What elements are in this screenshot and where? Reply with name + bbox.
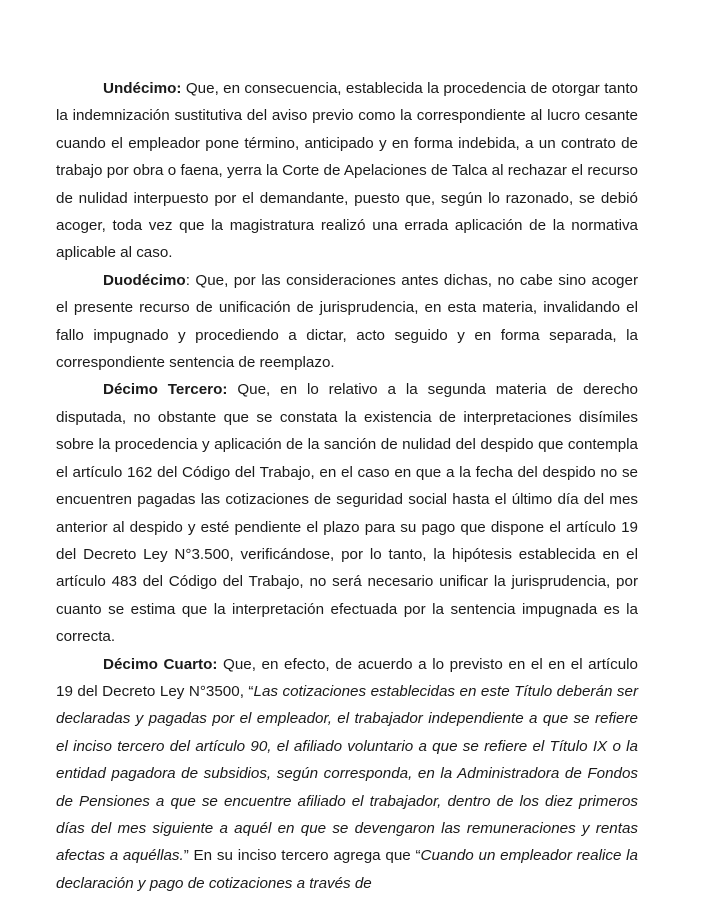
paragraph-heading: Décimo Tercero: [103,381,228,399]
paragraph-undecimo [56,75,638,267]
paragraph-text: : Que, por las consideraciones antes dichas, no cabe sino acoger el presente recurso de unificación de jurisprudencia, en esta materia, invalidando el fallo impugnado y procediendo a dictar, acto seguido y en forma separada, la correspondiente sentencia de reemplazo. [56,271,638,372]
paragraph-heading: Undécimo: [103,80,182,97]
paragraph-text: Que, en efecto, de acuerdo a lo previsto en el en el artículo 19 del Decreto Ley N°3500, “ [56,655,638,700]
paragraph-duodecimo [56,267,638,377]
paragraph-text: Que, en consecuencia, establecida la procedencia de otorgar tanto la indemnización sustitutiva del aviso previo como la correspondiente al lucro cesante cuando el empleador pone término, anticipado y en forma indebida, a un contrato de trabajo por obra o faena, yerra la Corte de Apelaciones de Talca al rechazar el recurso de nulidad interpuesto por el demandante, puesto que, según lo razonado, se debió acoger, toda vez que la magistratura realizó una errada aplicación de la normativa aplicable al caso. [56,80,638,262]
paragraph-heading: Décimo Cuarto: [103,655,218,673]
paragraph-text: Que, en lo relativo a la segunda materia de derecho disputada, no obstante que se constata la existencia de interpretaciones disímiles sobre la procedencia y aplicación de la sanción de nulidad del despido que contempla el artículo 162 del Código del Trabajo, en el caso en que a la fecha del despido no se encuentren pagadas las cotizaciones de seguridad social hasta el último día del mes anterior al despido y esté pendiente el plazo para su pago que dispone el artículo 19 del Decreto Ley N°3.500, verificándose, por lo tanto, la hipótesis establecida en el artículo 483 del Código del Trabajo, no será necesario unificar la jurisprudencia, por cuanto se estima que la interpretación efectuada por la sentencia impugnada es la correcta. [56,381,638,646]
paragraph-text-continued: ” En su inciso tercero agrega que “ [183,847,421,865]
legal-quote: Las cotizaciones establecidas en este Título deberán ser declaradas y pagadas por el empleador, el trabajador independiente a que se refiere el inciso tercero del artículo 90, el afiliado voluntario a que se refiere el Título IX o la entidad pagadora de subsidios, según corresponda, en la Administradora de Fondos de Pensiones a que se encuentre afiliado el trabajador, dentro de los diez primeros días del mes siguiente a aquél en que se devengaron las remuneraciones y rentas afectas a aquéllas. [56,682,638,865]
paragraph-decimo-tercero [56,376,638,650]
document-page [56,75,638,897]
paragraph-decimo-cuarto [56,651,638,897]
paragraph-heading: Duodécimo [103,271,186,289]
legal-quote-continued: Cuando un empleador realice la declaración y pago de cotizaciones a través de [56,847,638,892]
